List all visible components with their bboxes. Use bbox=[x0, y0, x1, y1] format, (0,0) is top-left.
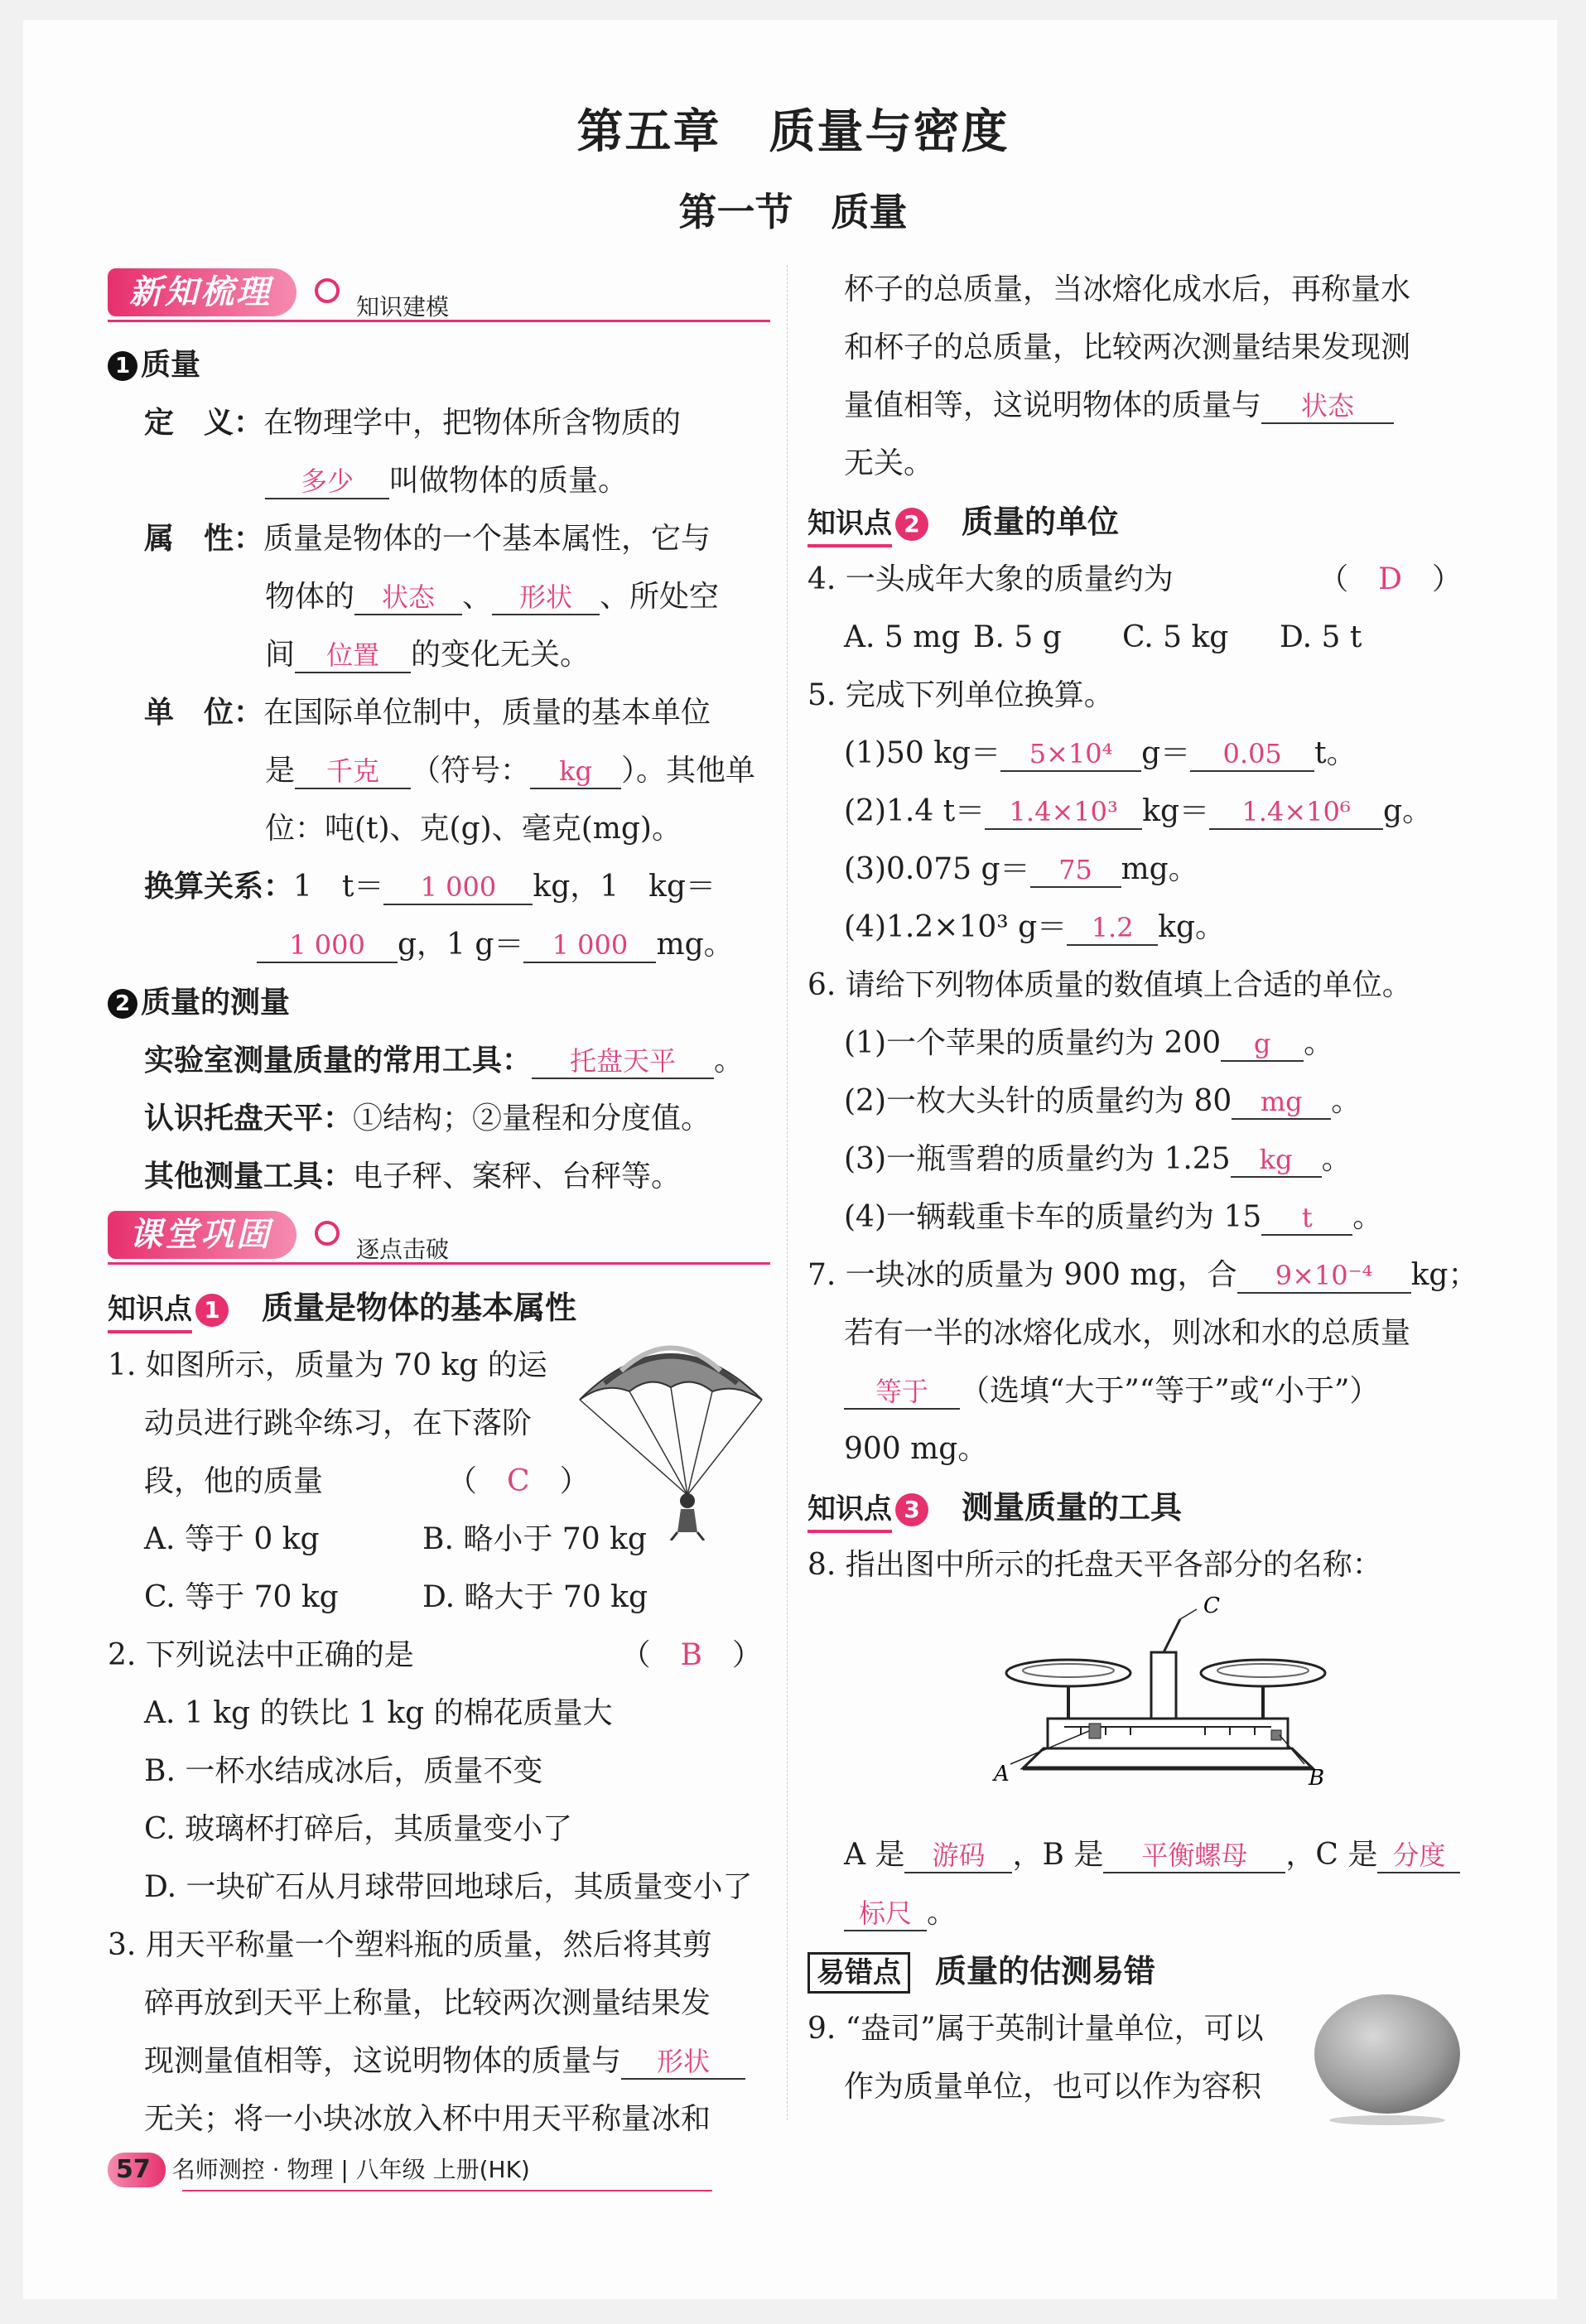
banner-sub: 逐点击破 bbox=[356, 1236, 450, 1263]
text: (1)50 kg＝ bbox=[844, 736, 1001, 770]
answer: D bbox=[1378, 562, 1402, 596]
balance-figure bbox=[807, 1594, 1470, 1826]
banner-rule bbox=[108, 320, 770, 322]
knowledge-point-2 bbox=[807, 493, 1470, 551]
q3-line-5: 杯子的总质量，当冰熔化成水后，再称量水 bbox=[844, 272, 1411, 306]
answer-blank: 1.4×10³ bbox=[985, 795, 1142, 830]
text: 的变化无关。 bbox=[411, 638, 591, 672]
text: (2)1.4 t＝ bbox=[844, 794, 986, 828]
q1-line-1: 1. 如图所示，质量为 70 kg 的运 bbox=[108, 1348, 547, 1382]
q1-line-2: 动员进行跳伞练习，在下落阶 bbox=[144, 1406, 533, 1440]
text: 4. 一头成年大象的质量约为 bbox=[807, 562, 1174, 596]
text: 。 bbox=[1352, 1200, 1383, 1234]
def-line bbox=[108, 394, 770, 452]
q9-line-2: 作为质量单位，也可以作为容积 bbox=[844, 2070, 1262, 2104]
q3-line-4: 无关；将一小块冰放入杯中用天平称量冰和 bbox=[144, 2102, 711, 2136]
answer-blank: kg bbox=[530, 755, 621, 789]
section-title: 第一节 质量 bbox=[678, 190, 908, 234]
q7-line-3 bbox=[807, 1362, 1470, 1420]
option-d: D. 5 t bbox=[1280, 620, 1362, 654]
text: kg。 bbox=[1158, 910, 1226, 944]
q3-line-8: 无关。 bbox=[844, 446, 934, 480]
q3-line-2: 碎再放到天平上称量，比较两次测量结果发 bbox=[144, 1986, 711, 2020]
q2-option-d: D. 一块矿石从月球带回地球后，其质量变小了 bbox=[144, 1870, 753, 1904]
q5-line: 5. 完成下列单位换算。 bbox=[807, 678, 1114, 712]
label: 单 位： bbox=[144, 696, 264, 730]
text: 段，他的质量 bbox=[144, 1464, 324, 1498]
kp-tag: 知识点 bbox=[807, 1488, 892, 1533]
answer-blank: 多少 bbox=[265, 465, 389, 499]
q2-option-b: B. 一杯水结成冰后，质量不变 bbox=[144, 1754, 543, 1788]
heading-mass bbox=[108, 336, 770, 394]
column-divider bbox=[787, 265, 788, 2120]
answer-blank: mg bbox=[1232, 1085, 1331, 1120]
left-column bbox=[108, 263, 770, 2148]
book-title: 名师测控 · 物理 | 八年级 上册(HK) bbox=[171, 2156, 530, 2183]
option-b: B. 略小于 70 kg bbox=[422, 1522, 647, 1556]
knowledge-point-3 bbox=[807, 1478, 1470, 1536]
answer-blank: 形状 bbox=[621, 2045, 745, 2080]
q6-item-3 bbox=[807, 1131, 1470, 1189]
label-a: A bbox=[994, 1762, 1010, 1786]
text: 1 t＝ bbox=[293, 870, 384, 904]
kp-name: 质量是物体的基本属性 bbox=[262, 1290, 577, 1326]
attr-line bbox=[108, 510, 770, 568]
q6-item-2 bbox=[807, 1073, 1470, 1131]
label-b: B bbox=[1309, 1766, 1325, 1791]
egg-image bbox=[1304, 1988, 1470, 2129]
text: 。 bbox=[1304, 1026, 1334, 1060]
kp-name: 测量质量的工具 bbox=[962, 1489, 1183, 1526]
label-c: C bbox=[1203, 1594, 1220, 1618]
q6-item-1 bbox=[807, 1015, 1470, 1073]
option-b: B. 5 g bbox=[973, 620, 1062, 654]
heading-text: 质量的测量 bbox=[141, 986, 291, 1020]
answer-blank: 1 000 bbox=[523, 928, 656, 963]
error-tag: 易错点 bbox=[807, 1952, 910, 1994]
heading-measure bbox=[108, 974, 770, 1032]
text: kg，1 kg＝ bbox=[533, 870, 716, 904]
magnifier-icon bbox=[315, 278, 340, 303]
text: 叫做物体的质量。 bbox=[389, 464, 629, 498]
page-number: 57 bbox=[108, 2153, 166, 2187]
attr-line-2 bbox=[108, 568, 770, 626]
balance-diagram bbox=[990, 1594, 1338, 1818]
answer-blank: 1 000 bbox=[383, 870, 533, 905]
right-column bbox=[807, 261, 1478, 2116]
footer-rule bbox=[182, 2190, 712, 2191]
answer-blank: 托盘天平 bbox=[532, 1044, 714, 1079]
text: kg； bbox=[1410, 1258, 1478, 1292]
label: 定 义： bbox=[144, 406, 264, 440]
answer-blank: 1 000 bbox=[257, 928, 398, 963]
answer-blank: 状态 bbox=[354, 581, 462, 615]
kp-number: 3 bbox=[895, 1493, 928, 1526]
q1-options-2 bbox=[108, 1569, 770, 1627]
number-badge: 1 bbox=[108, 351, 137, 381]
answer-blank: t bbox=[1261, 1201, 1352, 1236]
label: 其他测量工具： bbox=[144, 1160, 354, 1193]
text: (2)一枚大头针的质量约为 80 bbox=[844, 1084, 1232, 1118]
text: 。 bbox=[927, 1896, 957, 1930]
error-name: 质量的估测易错 bbox=[935, 1953, 1156, 1989]
option-a: A. 5 mg bbox=[844, 620, 961, 654]
unit-line bbox=[108, 684, 770, 742]
text: mg。 bbox=[1121, 852, 1198, 886]
option-d: D. 略大于 70 kg bbox=[422, 1580, 648, 1614]
text: 是 bbox=[265, 754, 296, 788]
banner-new-knowledge bbox=[108, 263, 770, 330]
text: 量值相等，这说明物体的质量与 bbox=[844, 388, 1262, 422]
answer-blank: g bbox=[1221, 1027, 1304, 1062]
text: 。 bbox=[714, 1044, 745, 1078]
text: (1)一个苹果的质量约为 200 bbox=[844, 1026, 1222, 1060]
answer-blank: 状态 bbox=[1261, 389, 1394, 424]
q3-line-7 bbox=[807, 377, 1470, 435]
number-badge: 2 bbox=[108, 989, 137, 1019]
q3-line-1: 3. 用天平称量一个塑料瓶的质量，然后将其剪 bbox=[108, 1928, 712, 1962]
q5-item-4 bbox=[807, 899, 1470, 957]
banner-label: 新知梳理 bbox=[108, 268, 296, 316]
text: 质量是物体的一个基本属性，它与 bbox=[263, 522, 711, 556]
q4-options bbox=[807, 609, 1470, 667]
text: 、 bbox=[462, 580, 493, 614]
answer-blank: 9×10⁻⁴ bbox=[1237, 1259, 1411, 1294]
target-icon bbox=[315, 1221, 340, 1246]
text: mg。 bbox=[656, 928, 734, 962]
answer-blank: 平衡螺母 bbox=[1103, 1839, 1285, 1873]
unit-line-3: 位：吨(t)、克(g)、毫克(mg)。 bbox=[265, 812, 682, 846]
banner-label: 课堂巩固 bbox=[108, 1211, 296, 1259]
text: 现测量值相等，这说明物体的质量与 bbox=[144, 2044, 622, 2078]
text: g＝ bbox=[1141, 736, 1191, 770]
label: 换算关系： bbox=[144, 870, 294, 904]
def-line-2 bbox=[108, 452, 770, 510]
conv-line-2 bbox=[108, 916, 770, 974]
text: 间 bbox=[265, 638, 296, 672]
answer-blank: kg bbox=[1231, 1143, 1322, 1178]
kp-name: 质量的单位 bbox=[962, 504, 1120, 540]
kp-number: 1 bbox=[195, 1294, 229, 1327]
text: kg＝ bbox=[1142, 794, 1210, 828]
text: A 是 bbox=[844, 1838, 905, 1872]
answer: B bbox=[680, 1638, 702, 1672]
answer-paren: （ D ） bbox=[1318, 562, 1462, 596]
text: （符号： bbox=[411, 754, 531, 788]
answer-blank: 千克 bbox=[295, 755, 411, 789]
text: g。 bbox=[1383, 794, 1433, 828]
q4-line bbox=[807, 551, 1470, 609]
page-footer bbox=[108, 2152, 530, 2201]
text: 、所处空 bbox=[600, 580, 720, 614]
option-a: A. 等于 0 kg bbox=[144, 1522, 320, 1556]
chapter-title: 第五章 质量与密度 bbox=[576, 104, 1010, 159]
answer-blank: 0.05 bbox=[1190, 737, 1314, 772]
text: 在物理学中，把物体所含物质的 bbox=[263, 406, 682, 440]
option-c: C. 等于 70 kg bbox=[144, 1580, 339, 1614]
q3-line-3 bbox=[108, 2032, 770, 2090]
answer-paren: （ B ） bbox=[620, 1638, 762, 1672]
q2-option-a: A. 1 kg 的铁比 1 kg 的棉花质量大 bbox=[144, 1696, 613, 1730]
q5-item-1 bbox=[807, 725, 1470, 783]
answer-paren: （ C ） bbox=[447, 1464, 590, 1498]
kp-number: 2 bbox=[895, 508, 928, 541]
text: (3)0.075 g＝ bbox=[844, 852, 1030, 886]
text: （选填“大于”“等于”或“小于”） bbox=[960, 1374, 1380, 1408]
label: 认识托盘天平： bbox=[144, 1102, 354, 1135]
answer-blank: 等于 bbox=[844, 1375, 960, 1410]
q5-item-3 bbox=[807, 841, 1470, 899]
text: ，B 是 bbox=[1012, 1838, 1104, 1872]
text: ，C 是 bbox=[1285, 1838, 1378, 1872]
q8-line: 8. 指出图中所示的托盘天平各部分的名称： bbox=[807, 1548, 1382, 1582]
q9-line-1: 9. “盎司”属于英制计量单位，可以 bbox=[807, 2012, 1264, 2046]
answer-blank: 游码 bbox=[904, 1839, 1012, 1873]
q2-line bbox=[108, 1627, 770, 1685]
answer-blank: 位置 bbox=[295, 639, 411, 673]
text: ）。其他单 bbox=[621, 754, 756, 788]
text: 。 bbox=[1331, 1084, 1362, 1118]
q8-answer-line-2 bbox=[807, 1884, 1470, 1942]
text: g，1 g＝ bbox=[398, 928, 524, 962]
option-c: C. 5 kg bbox=[1122, 620, 1229, 654]
text: (3)一瓶雪碧的质量约为 1.25 bbox=[844, 1142, 1231, 1176]
unit-line-2 bbox=[108, 742, 770, 800]
q3-line-6: 和杯子的总质量，比较两次测量结果发现测 bbox=[844, 330, 1411, 364]
text: 7. 一块冰的质量为 900 mg，合 bbox=[807, 1258, 1237, 1292]
text: t。 bbox=[1314, 736, 1357, 770]
text: 2. 下列说法中正确的是 bbox=[108, 1638, 414, 1672]
banner-classroom bbox=[108, 1206, 770, 1272]
answer-blank: 75 bbox=[1030, 853, 1121, 888]
label: 属 性： bbox=[144, 522, 264, 556]
q2-option-c: C. 玻璃杯打碎后，其质量变小了 bbox=[144, 1812, 573, 1846]
answer-blank: 5×10⁴ bbox=[1000, 737, 1141, 772]
text: (4)一辆载重卡车的质量约为 15 bbox=[844, 1200, 1262, 1234]
kp-tag: 知识点 bbox=[108, 1289, 192, 1333]
text: 。 bbox=[1321, 1142, 1352, 1176]
q8-answer-line bbox=[807, 1826, 1470, 1884]
heading-text: 质量 bbox=[141, 348, 201, 382]
text: (4)1.2×10³ g＝ bbox=[844, 910, 1068, 944]
know-line bbox=[108, 1090, 770, 1148]
text: 在国际单位制中，质量的基本单位 bbox=[263, 696, 711, 730]
answer-blank: 1.4×10⁶ bbox=[1209, 795, 1383, 830]
tool-line bbox=[108, 1032, 770, 1090]
answer-blank: 1.2 bbox=[1067, 911, 1158, 946]
q7-line-4: 900 mg。 bbox=[844, 1432, 988, 1466]
text: ①结构；②量程和分度值。 bbox=[353, 1102, 711, 1135]
q6-line: 6. 请给下列物体质量的数值填上合适的单位。 bbox=[807, 968, 1412, 1002]
answer-blank: 形状 bbox=[492, 581, 600, 615]
q7-line-2: 若有一半的冰熔化成水，则冰和水的总质量 bbox=[844, 1316, 1411, 1350]
answer: C bbox=[507, 1464, 530, 1498]
q7-line-1 bbox=[807, 1246, 1478, 1304]
attr-line-3 bbox=[108, 626, 770, 684]
text: 物体的 bbox=[265, 580, 355, 614]
answer-blank: 分度 bbox=[1377, 1839, 1460, 1873]
kp-tag: 知识点 bbox=[807, 503, 892, 547]
banner-sub: 知识建模 bbox=[356, 293, 450, 321]
label: 实验室测量质量的常用工具： bbox=[144, 1044, 533, 1078]
answer-blank: 标尺 bbox=[844, 1897, 927, 1931]
q5-item-2 bbox=[807, 783, 1470, 841]
q6-item-4 bbox=[807, 1189, 1470, 1246]
text: 电子秤、案秤、台秤等。 bbox=[353, 1160, 682, 1193]
parachute-image bbox=[571, 1325, 770, 1540]
conv-line bbox=[108, 858, 770, 916]
banner-rule bbox=[108, 1262, 770, 1265]
other-line bbox=[108, 1148, 770, 1206]
